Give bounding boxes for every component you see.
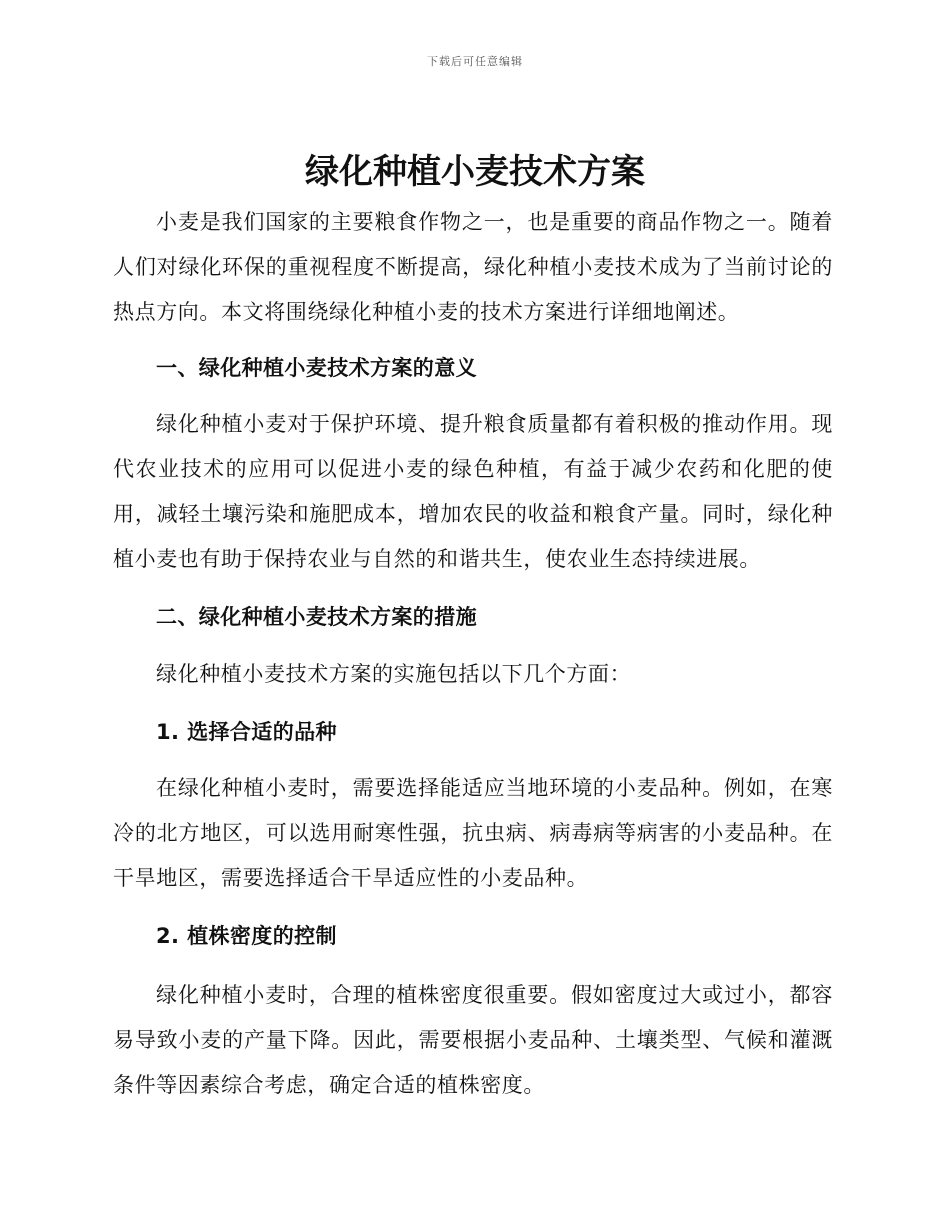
document-title: 绿化种植小麦技术方案 xyxy=(305,152,645,192)
subsection1-paragraph: 在绿化种植小麦时，需要选择能适应当地环境的小麦品种。例如，在寒冷的北方地区，可以选用耐寒性强，抗虫病、病毒病等病害的小麦品种。在干旱地区，需要选择适合干旱适应性的小麦品种。 xyxy=(113,776,833,890)
section1-heading: 一、绿化种植小麦技术方案的意义 xyxy=(156,356,477,380)
header-note: 下载后可任意编辑 xyxy=(427,55,523,68)
subsection2-paragraph: 绿化种植小麦时，合理的植株密度很重要。假如密度过大或过小，都容易导致小麦的产量下降。因此，需要根据小麦品种、土壤类型、气候和灌溉条件等因素综合考虑，确定合适的植株密度。 xyxy=(113,983,833,1097)
subsection2-heading: 2. 植株密度的控制 xyxy=(156,924,337,948)
section2-heading: 二、绿化种植小麦技术方案的措施 xyxy=(156,605,477,629)
section1-paragraph: 绿化种植小麦对于保护环境、提升粮食质量都有着积极的推动作用。现代农业技术的应用可以促进小麦的绿色种植，有益于减少农药和化肥的使用，减轻土壤污染和施肥成本，增加农民的收益和粮食产量。同时，绿化种植小麦也有助于保持农业与自然的和谐共生，使农业生态持续进展。 xyxy=(113,412,833,571)
section2-intro-paragraph: 绿化种植小麦技术方案的实施包括以下几个方面： xyxy=(156,662,632,686)
intro-paragraph: 小麦是我们国家的主要粮食作物之一，也是重要的商品作物之一。随着人们对绿化环保的重视程度不断提高，绿化种植小麦技术成为了当前讨论的热点方向。本文将围绕绿化种植小麦的技术方案进行详细地阐述。 xyxy=(113,210,833,324)
subsection1-heading: 1. 选择合适的品种 xyxy=(156,720,337,744)
